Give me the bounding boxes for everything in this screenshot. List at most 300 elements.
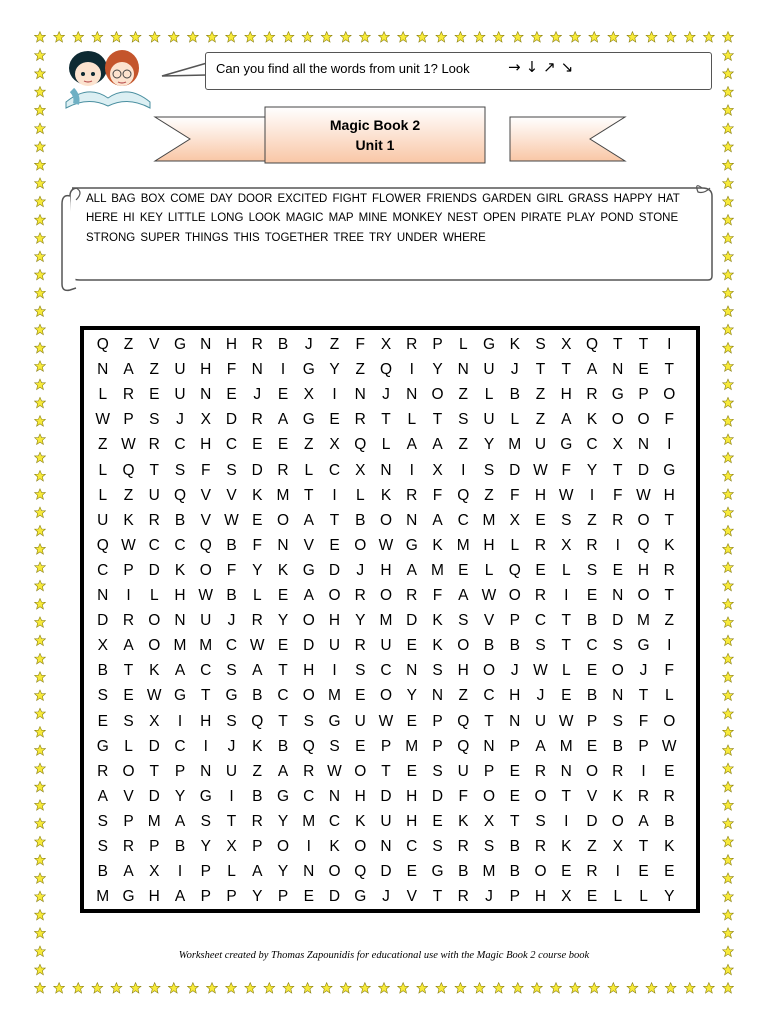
grid-letter[interactable]: P: [123, 561, 134, 579]
grid-letter[interactable]: D: [97, 612, 109, 630]
grid-letter[interactable]: C: [174, 536, 186, 554]
grid-letter[interactable]: Q: [354, 436, 367, 454]
grid-letter[interactable]: N: [612, 361, 624, 379]
grid-letter[interactable]: N: [251, 361, 263, 379]
grid-letter[interactable]: S: [226, 461, 237, 479]
grid-letter[interactable]: H: [560, 386, 572, 404]
grid-letter[interactable]: W: [121, 536, 136, 554]
grid-letter[interactable]: C: [328, 812, 341, 830]
grid-letter[interactable]: D: [303, 637, 315, 655]
grid-letter[interactable]: R: [637, 787, 650, 805]
grid-letter[interactable]: B: [509, 863, 520, 881]
grid-letter[interactable]: H: [406, 812, 418, 830]
grid-letter[interactable]: Z: [98, 436, 108, 454]
grid-letter[interactable]: H: [200, 436, 212, 454]
grid-letter[interactable]: M: [147, 812, 161, 830]
grid-letter[interactable]: C: [174, 737, 186, 755]
grid-letter[interactable]: C: [97, 561, 109, 579]
grid-letter[interactable]: E: [664, 863, 675, 881]
grid-letter[interactable]: Y: [277, 812, 289, 830]
grid-letter[interactable]: P: [509, 737, 520, 755]
grid-letter[interactable]: U: [174, 386, 186, 404]
grid-letter[interactable]: K: [149, 662, 160, 680]
grid-letter[interactable]: E: [277, 436, 289, 454]
grid-letter[interactable]: Q: [96, 336, 109, 353]
grid-letter[interactable]: T: [484, 712, 494, 730]
grid-letter[interactable]: T: [304, 486, 314, 504]
grid-letter[interactable]: S: [303, 712, 314, 730]
grid-letter[interactable]: T: [664, 361, 674, 379]
grid-letter[interactable]: W: [224, 511, 239, 529]
grid-letter[interactable]: G: [173, 687, 187, 705]
grid-letter[interactable]: Y: [277, 863, 289, 881]
grid-letter[interactable]: A: [174, 812, 186, 830]
grid-letter[interactable]: S: [561, 511, 572, 529]
grid-letter[interactable]: Q: [251, 712, 264, 730]
grid-letter[interactable]: A: [432, 511, 443, 529]
grid-letter[interactable]: R: [122, 386, 135, 404]
grid-letter[interactable]: E: [252, 511, 263, 529]
grid-letter[interactable]: E: [277, 386, 289, 404]
grid-letter[interactable]: X: [355, 461, 366, 479]
grid-letter[interactable]: L: [510, 411, 520, 429]
grid-letter[interactable]: H: [534, 486, 547, 504]
grid-letter[interactable]: P: [432, 737, 443, 755]
grid-letter[interactable]: H: [457, 662, 469, 680]
grid-letter[interactable]: G: [302, 561, 315, 579]
grid-letter[interactable]: A: [123, 863, 134, 881]
grid-letter[interactable]: K: [174, 561, 186, 579]
grid-letter[interactable]: P: [200, 863, 211, 881]
grid-letter[interactable]: P: [200, 888, 211, 906]
grid-letter[interactable]: R: [122, 612, 135, 630]
grid-letter[interactable]: C: [303, 787, 315, 805]
grid-letter[interactable]: G: [302, 411, 315, 429]
grid-letter[interactable]: F: [226, 561, 237, 579]
grid-letter[interactable]: B: [174, 838, 186, 855]
grid-letter[interactable]: N: [200, 762, 212, 780]
grid-letter[interactable]: L: [98, 386, 108, 404]
grid-letter[interactable]: S: [612, 712, 623, 730]
grid-letter[interactable]: L: [98, 486, 108, 504]
grid-letter[interactable]: W: [121, 436, 136, 454]
grid-letter[interactable]: O: [611, 662, 624, 680]
grid-letter[interactable]: G: [225, 687, 238, 705]
grid-letter[interactable]: G: [354, 888, 367, 906]
grid-letter[interactable]: Y: [329, 361, 340, 379]
grid-letter[interactable]: Q: [199, 536, 212, 554]
grid-letter[interactable]: E: [586, 587, 598, 604]
grid-letter[interactable]: H: [225, 336, 238, 353]
grid-letter[interactable]: G: [302, 361, 315, 379]
grid-letter[interactable]: E: [561, 687, 572, 705]
grid-letter[interactable]: P: [432, 336, 443, 353]
grid-letter[interactable]: Z: [484, 486, 494, 504]
grid-letter[interactable]: E: [97, 712, 108, 730]
grid-letter[interactable]: N: [97, 587, 109, 604]
grid-letter[interactable]: W: [249, 637, 265, 655]
grid-letter[interactable]: P: [638, 737, 649, 755]
grid-letter[interactable]: F: [638, 712, 649, 730]
grid-letter[interactable]: R: [354, 637, 366, 655]
grid-letter[interactable]: C: [483, 687, 495, 705]
grid-letter[interactable]: Z: [664, 612, 674, 630]
grid-letter[interactable]: T: [638, 838, 649, 855]
grid-letter[interactable]: O: [534, 863, 547, 881]
grid-letter[interactable]: X: [380, 336, 392, 353]
grid-letter[interactable]: P: [123, 812, 134, 830]
grid-letter[interactable]: Y: [432, 361, 443, 379]
grid-letter[interactable]: B: [174, 511, 186, 529]
grid-letter[interactable]: H: [534, 888, 547, 906]
grid-letter[interactable]: Z: [535, 411, 546, 429]
grid-letter[interactable]: E: [458, 561, 469, 579]
grid-letter[interactable]: M: [405, 737, 419, 755]
grid-letter[interactable]: K: [252, 737, 263, 755]
grid-letter[interactable]: B: [509, 386, 520, 404]
grid-letter[interactable]: A: [174, 662, 186, 680]
grid-letter[interactable]: R: [534, 536, 547, 554]
grid-letter[interactable]: Z: [458, 436, 468, 454]
grid-letter[interactable]: G: [173, 336, 187, 353]
grid-letter[interactable]: W: [327, 762, 342, 780]
grid-letter[interactable]: L: [510, 536, 520, 554]
grid-letter[interactable]: P: [380, 737, 392, 755]
grid-letter[interactable]: B: [586, 687, 598, 705]
grid-letter[interactable]: U: [225, 762, 238, 780]
grid-letter[interactable]: L: [98, 461, 108, 479]
grid-letter[interactable]: I: [667, 436, 672, 454]
grid-letter[interactable]: K: [432, 536, 443, 554]
grid-letter[interactable]: D: [586, 812, 598, 830]
grid-letter[interactable]: M: [482, 511, 496, 529]
grid-letter[interactable]: N: [97, 361, 109, 379]
grid-letter[interactable]: V: [200, 511, 211, 529]
grid-letter[interactable]: J: [227, 612, 236, 630]
grid-letter[interactable]: Z: [329, 336, 340, 353]
grid-letter[interactable]: I: [589, 486, 595, 504]
grid-letter[interactable]: I: [641, 762, 646, 780]
grid-letter[interactable]: W: [146, 687, 162, 705]
grid-letter[interactable]: W: [198, 587, 214, 604]
grid-letter[interactable]: C: [225, 436, 238, 454]
grid-letter[interactable]: P: [509, 612, 520, 630]
grid-letter[interactable]: G: [122, 888, 135, 906]
grid-letter[interactable]: D: [380, 863, 392, 881]
grid-letter[interactable]: L: [149, 587, 159, 604]
grid-letter[interactable]: S: [535, 637, 546, 655]
grid-letter[interactable]: T: [561, 361, 571, 379]
grid-letter[interactable]: Z: [535, 386, 546, 404]
grid-letter[interactable]: N: [406, 386, 418, 404]
grid-letter[interactable]: W: [378, 536, 394, 554]
grid-letter[interactable]: O: [379, 511, 393, 529]
grid-letter[interactable]: J: [382, 888, 390, 906]
grid-letter[interactable]: Y: [664, 888, 675, 906]
grid-letter[interactable]: H: [354, 787, 366, 805]
grid-letter[interactable]: F: [613, 486, 623, 504]
grid-letter[interactable]: T: [638, 687, 649, 705]
grid-letter[interactable]: J: [356, 561, 365, 579]
grid-letter[interactable]: Q: [302, 737, 315, 755]
grid-letter[interactable]: J: [382, 386, 390, 404]
grid-letter[interactable]: D: [509, 461, 521, 479]
grid-letter[interactable]: Z: [587, 838, 597, 855]
grid-letter[interactable]: S: [612, 637, 623, 655]
grid-letter[interactable]: C: [534, 612, 547, 630]
grid-letter[interactable]: F: [561, 461, 571, 479]
grid-letter[interactable]: D: [148, 787, 160, 805]
grid-letter[interactable]: O: [354, 838, 367, 855]
grid-letter[interactable]: E: [355, 737, 366, 755]
grid-letter[interactable]: S: [97, 838, 108, 855]
grid-letter[interactable]: N: [406, 511, 418, 529]
grid-letter[interactable]: N: [612, 587, 624, 604]
grid-letter[interactable]: Q: [379, 361, 393, 379]
grid-letter[interactable]: M: [276, 486, 290, 504]
grid-letter[interactable]: J: [639, 662, 648, 680]
grid-letter[interactable]: A: [535, 737, 546, 755]
grid-letter[interactable]: T: [561, 787, 571, 805]
grid-letter[interactable]: I: [177, 863, 183, 881]
grid-letter[interactable]: B: [252, 687, 263, 705]
grid-letter[interactable]: F: [664, 411, 674, 429]
grid-letter[interactable]: K: [458, 812, 469, 830]
grid-letter[interactable]: I: [280, 361, 286, 379]
grid-letter[interactable]: L: [355, 486, 365, 504]
grid-letter[interactable]: R: [354, 411, 366, 429]
grid-letter[interactable]: K: [380, 486, 392, 504]
grid-letter[interactable]: A: [277, 762, 289, 780]
grid-letter[interactable]: Z: [304, 436, 314, 454]
grid-letter[interactable]: H: [148, 888, 160, 906]
grid-letter[interactable]: Z: [587, 511, 597, 529]
grid-letter[interactable]: O: [379, 587, 393, 604]
grid-letter[interactable]: O: [276, 511, 290, 529]
grid-letter[interactable]: H: [380, 561, 392, 579]
grid-letter[interactable]: R: [251, 612, 263, 630]
grid-letter[interactable]: B: [483, 637, 495, 655]
grid-letter[interactable]: M: [199, 637, 213, 655]
grid-letter[interactable]: O: [611, 411, 624, 429]
grid-letter[interactable]: N: [612, 687, 624, 705]
grid-letter[interactable]: C: [200, 662, 212, 680]
grid-letter[interactable]: P: [638, 386, 649, 404]
grid-letter[interactable]: O: [148, 612, 161, 630]
grid-letter[interactable]: W: [533, 662, 548, 680]
grid-letter[interactable]: T: [201, 687, 211, 705]
grid-letter[interactable]: Z: [123, 336, 134, 353]
grid-letter[interactable]: U: [200, 612, 212, 630]
grid-letter[interactable]: A: [303, 587, 314, 604]
grid-letter[interactable]: K: [561, 838, 572, 855]
grid-letter[interactable]: N: [354, 386, 366, 404]
grid-letter[interactable]: T: [278, 662, 288, 680]
grid-letter[interactable]: N: [200, 386, 212, 404]
grid-letter[interactable]: R: [612, 511, 624, 529]
grid-letter[interactable]: U: [534, 436, 547, 454]
grid-letter[interactable]: V: [303, 536, 314, 554]
grid-letter[interactable]: J: [253, 386, 262, 404]
grid-letter[interactable]: X: [561, 336, 572, 353]
grid-letter[interactable]: X: [149, 712, 160, 730]
grid-letter[interactable]: L: [613, 888, 623, 906]
grid-letter[interactable]: T: [149, 762, 159, 780]
grid-letter[interactable]: U: [354, 712, 366, 730]
grid-letter[interactable]: X: [561, 888, 572, 906]
grid-letter[interactable]: E: [252, 436, 263, 454]
grid-letter[interactable]: T: [561, 637, 571, 655]
grid-letter[interactable]: O: [379, 687, 393, 705]
grid-letter[interactable]: P: [226, 888, 237, 906]
grid-letter[interactable]: S: [226, 712, 237, 730]
grid-letter[interactable]: J: [510, 662, 519, 680]
grid-letter[interactable]: M: [173, 637, 187, 655]
grid-letter[interactable]: R: [586, 386, 598, 404]
grid-letter[interactable]: N: [560, 762, 572, 780]
grid-letter[interactable]: R: [97, 762, 109, 780]
grid-letter[interactable]: R: [406, 486, 418, 504]
grid-letter[interactable]: S: [123, 712, 134, 730]
grid-letter[interactable]: O: [482, 787, 496, 805]
grid-letter[interactable]: M: [559, 737, 573, 755]
grid-letter[interactable]: O: [354, 536, 367, 554]
grid-letter[interactable]: K: [329, 838, 340, 855]
grid-letter[interactable]: N: [457, 361, 469, 379]
grid-letter[interactable]: D: [225, 411, 238, 429]
grid-letter[interactable]: S: [355, 662, 366, 680]
grid-letter[interactable]: K: [664, 838, 675, 855]
grid-letter[interactable]: T: [664, 587, 674, 604]
grid-letter[interactable]: B: [252, 787, 263, 805]
grid-letter[interactable]: Q: [457, 737, 470, 755]
grid-letter[interactable]: T: [561, 612, 571, 630]
grid-letter[interactable]: C: [225, 637, 238, 655]
grid-letter[interactable]: V: [586, 787, 598, 805]
grid-letter[interactable]: X: [612, 838, 623, 855]
grid-letter[interactable]: E: [638, 361, 649, 379]
grid-letter[interactable]: Q: [122, 461, 135, 479]
grid-letter[interactable]: O: [482, 662, 496, 680]
grid-letter[interactable]: N: [303, 863, 315, 881]
grid-letter[interactable]: D: [251, 461, 263, 479]
grid-letter[interactable]: T: [535, 361, 546, 379]
grid-letter[interactable]: N: [509, 712, 521, 730]
grid-letter[interactable]: W: [636, 486, 651, 504]
grid-letter[interactable]: R: [534, 762, 547, 780]
grid-letter[interactable]: O: [663, 712, 676, 730]
grid-letter[interactable]: A: [277, 411, 289, 429]
grid-letter[interactable]: R: [406, 336, 418, 353]
grid-letter[interactable]: M: [328, 687, 341, 705]
grid-letter[interactable]: U: [148, 486, 160, 504]
grid-letter[interactable]: P: [123, 411, 134, 429]
grid-letter[interactable]: O: [328, 863, 341, 881]
grid-letter[interactable]: H: [303, 662, 315, 680]
grid-letter[interactable]: G: [96, 737, 109, 755]
grid-letter[interactable]: L: [484, 386, 494, 404]
grid-letter[interactable]: O: [122, 762, 135, 780]
grid-letter[interactable]: X: [200, 411, 211, 429]
grid-letter[interactable]: P: [174, 762, 186, 780]
grid-letter[interactable]: I: [615, 863, 620, 881]
grid-letter[interactable]: G: [276, 787, 290, 805]
grid-letter[interactable]: P: [483, 762, 495, 780]
grid-letter[interactable]: A: [458, 587, 469, 604]
grid-letter[interactable]: S: [458, 411, 469, 429]
grid-letter[interactable]: P: [509, 888, 520, 906]
grid-letter[interactable]: P: [252, 838, 263, 855]
grid-letter[interactable]: Q: [457, 712, 470, 730]
grid-letter[interactable]: A: [406, 561, 417, 579]
grid-letter[interactable]: G: [405, 536, 418, 554]
grid-letter[interactable]: M: [456, 536, 470, 554]
grid-letter[interactable]: F: [458, 787, 468, 805]
grid-letter[interactable]: R: [612, 762, 624, 780]
grid-letter[interactable]: Z: [149, 361, 159, 379]
grid-letter[interactable]: L: [561, 662, 571, 680]
grid-letter[interactable]: Y: [586, 461, 598, 479]
grid-letter[interactable]: T: [381, 762, 391, 780]
grid-letter[interactable]: G: [637, 637, 650, 655]
grid-letter[interactable]: G: [663, 461, 676, 479]
grid-letter[interactable]: B: [226, 536, 237, 554]
grid-letter[interactable]: M: [508, 436, 522, 454]
grid-letter[interactable]: B: [355, 511, 366, 529]
grid-letter[interactable]: R: [354, 587, 366, 604]
grid-letter[interactable]: Z: [355, 361, 365, 379]
grid-letter[interactable]: A: [97, 787, 108, 805]
grid-letter[interactable]: R: [148, 436, 160, 454]
grid-letter[interactable]: O: [611, 812, 624, 830]
grid-letter[interactable]: B: [97, 662, 108, 680]
grid-letter[interactable]: M: [482, 863, 496, 881]
grid-letter[interactable]: I: [409, 461, 414, 479]
grid-letter[interactable]: C: [277, 687, 289, 705]
grid-letter[interactable]: N: [431, 687, 444, 705]
grid-letter[interactable]: P: [277, 888, 289, 906]
grid-letter[interactable]: K: [432, 612, 443, 630]
grid-letter[interactable]: R: [251, 336, 263, 353]
grid-letter[interactable]: T: [613, 336, 623, 353]
grid-letter[interactable]: D: [637, 461, 650, 479]
grid-letter[interactable]: I: [409, 361, 414, 379]
grid-letter[interactable]: H: [200, 712, 212, 730]
grid-letter[interactable]: I: [229, 787, 234, 805]
grid-letter[interactable]: K: [277, 561, 289, 579]
grid-letter[interactable]: V: [483, 612, 495, 630]
grid-letter[interactable]: U: [380, 812, 392, 830]
grid-letter[interactable]: R: [457, 838, 469, 855]
grid-letter[interactable]: E: [406, 712, 417, 730]
grid-letter[interactable]: K: [664, 536, 675, 554]
grid-letter[interactable]: H: [663, 486, 675, 504]
grid-letter[interactable]: R: [122, 838, 135, 855]
grid-letter[interactable]: H: [174, 587, 186, 604]
grid-letter[interactable]: C: [457, 511, 469, 529]
grid-letter[interactable]: I: [332, 386, 337, 404]
grid-letter[interactable]: R: [303, 762, 315, 780]
grid-letter[interactable]: R: [406, 587, 418, 604]
grid-letter[interactable]: B: [97, 863, 108, 881]
grid-letter[interactable]: T: [638, 336, 649, 353]
grid-letter[interactable]: L: [484, 561, 494, 579]
grid-letter[interactable]: B: [664, 812, 675, 830]
grid-letter[interactable]: S: [432, 762, 443, 780]
grid-letter[interactable]: Y: [200, 838, 211, 855]
grid-letter[interactable]: B: [458, 863, 469, 881]
grid-letter[interactable]: O: [302, 687, 315, 705]
